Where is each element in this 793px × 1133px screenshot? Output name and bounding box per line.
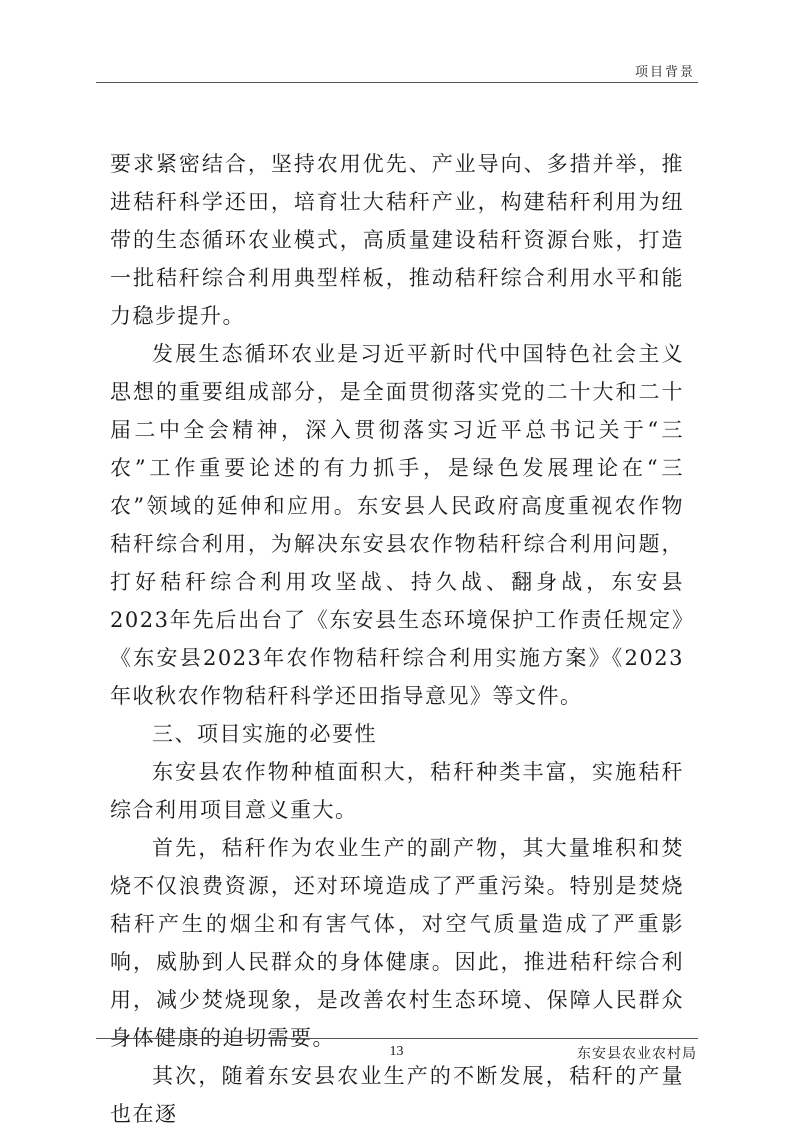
page-number: 13 [389,1044,404,1059]
paragraph: 东安县农作物种植面积大，秸秆种类丰富，实施秸秆综合利用项目意义重大。 [110,760,684,822]
paragraph: 发展生态循环农业是习近平新时代中国特色社会主义思想的重要组成部分，是全面贯彻落实党的二十大和二十届二中全会精神，深入贯彻落实习近平总书记关于“三农”工作重要论述的有力抓手，是绿色发展理论在“三农”领域的延伸和应用。东安县人民政府高度重视农作物秸秆综合利用，为解决东安县农作物秸秆综合利用问题，打好秸秆综合利用攻坚战、持久战、翻身战，东安县2023年先后出台了《东安县生态环境保护工作责任规定》《东安县2023年农作物秸秆综合利用实施方案》《2023年收秋农作物秸秆科学还田指导意见》等文件。 [110,342,684,708]
footer-organization: 东安县农业农村局 [577,1046,697,1062]
paragraph-continued: 要求紧密结合，坚持农用优先、产业导向、多措并举，推进秸秆科学还田，培育壮大秸秆产业，构建秸秆利用为纽带的生态循环农业模式，高质量建设秸秆资源台账，打造一批秸秆综合利用典型样板，推动秸秆综合利用水平和能力稳步提升。 [110,152,684,328]
section-heading: 三、项目实施的必要性 [152,722,377,746]
paragraph: 其次，随着东安县农业生产的不断发展，秸秆的产量也在逐 [110,1064,684,1126]
running-header: 项目背景 [634,65,695,80]
header-divider [96,82,698,83]
footer-divider [96,1038,698,1039]
document-body [110,145,684,1133]
paragraph: 首先，秸秆作为农业生产的副产物，其大量堆积和焚烧不仅浪费资源，还对环境造成了严重污染。特别是焚烧秸秆产生的烟尘和有害气体，对空气质量造成了严重影响，威胁到人民群众的身体健康。因此，推进秸秆综合利用，减少焚烧现象，是改善农村生态环境、保障人民群众身体健康的迫切需要。 [110,836,684,1050]
